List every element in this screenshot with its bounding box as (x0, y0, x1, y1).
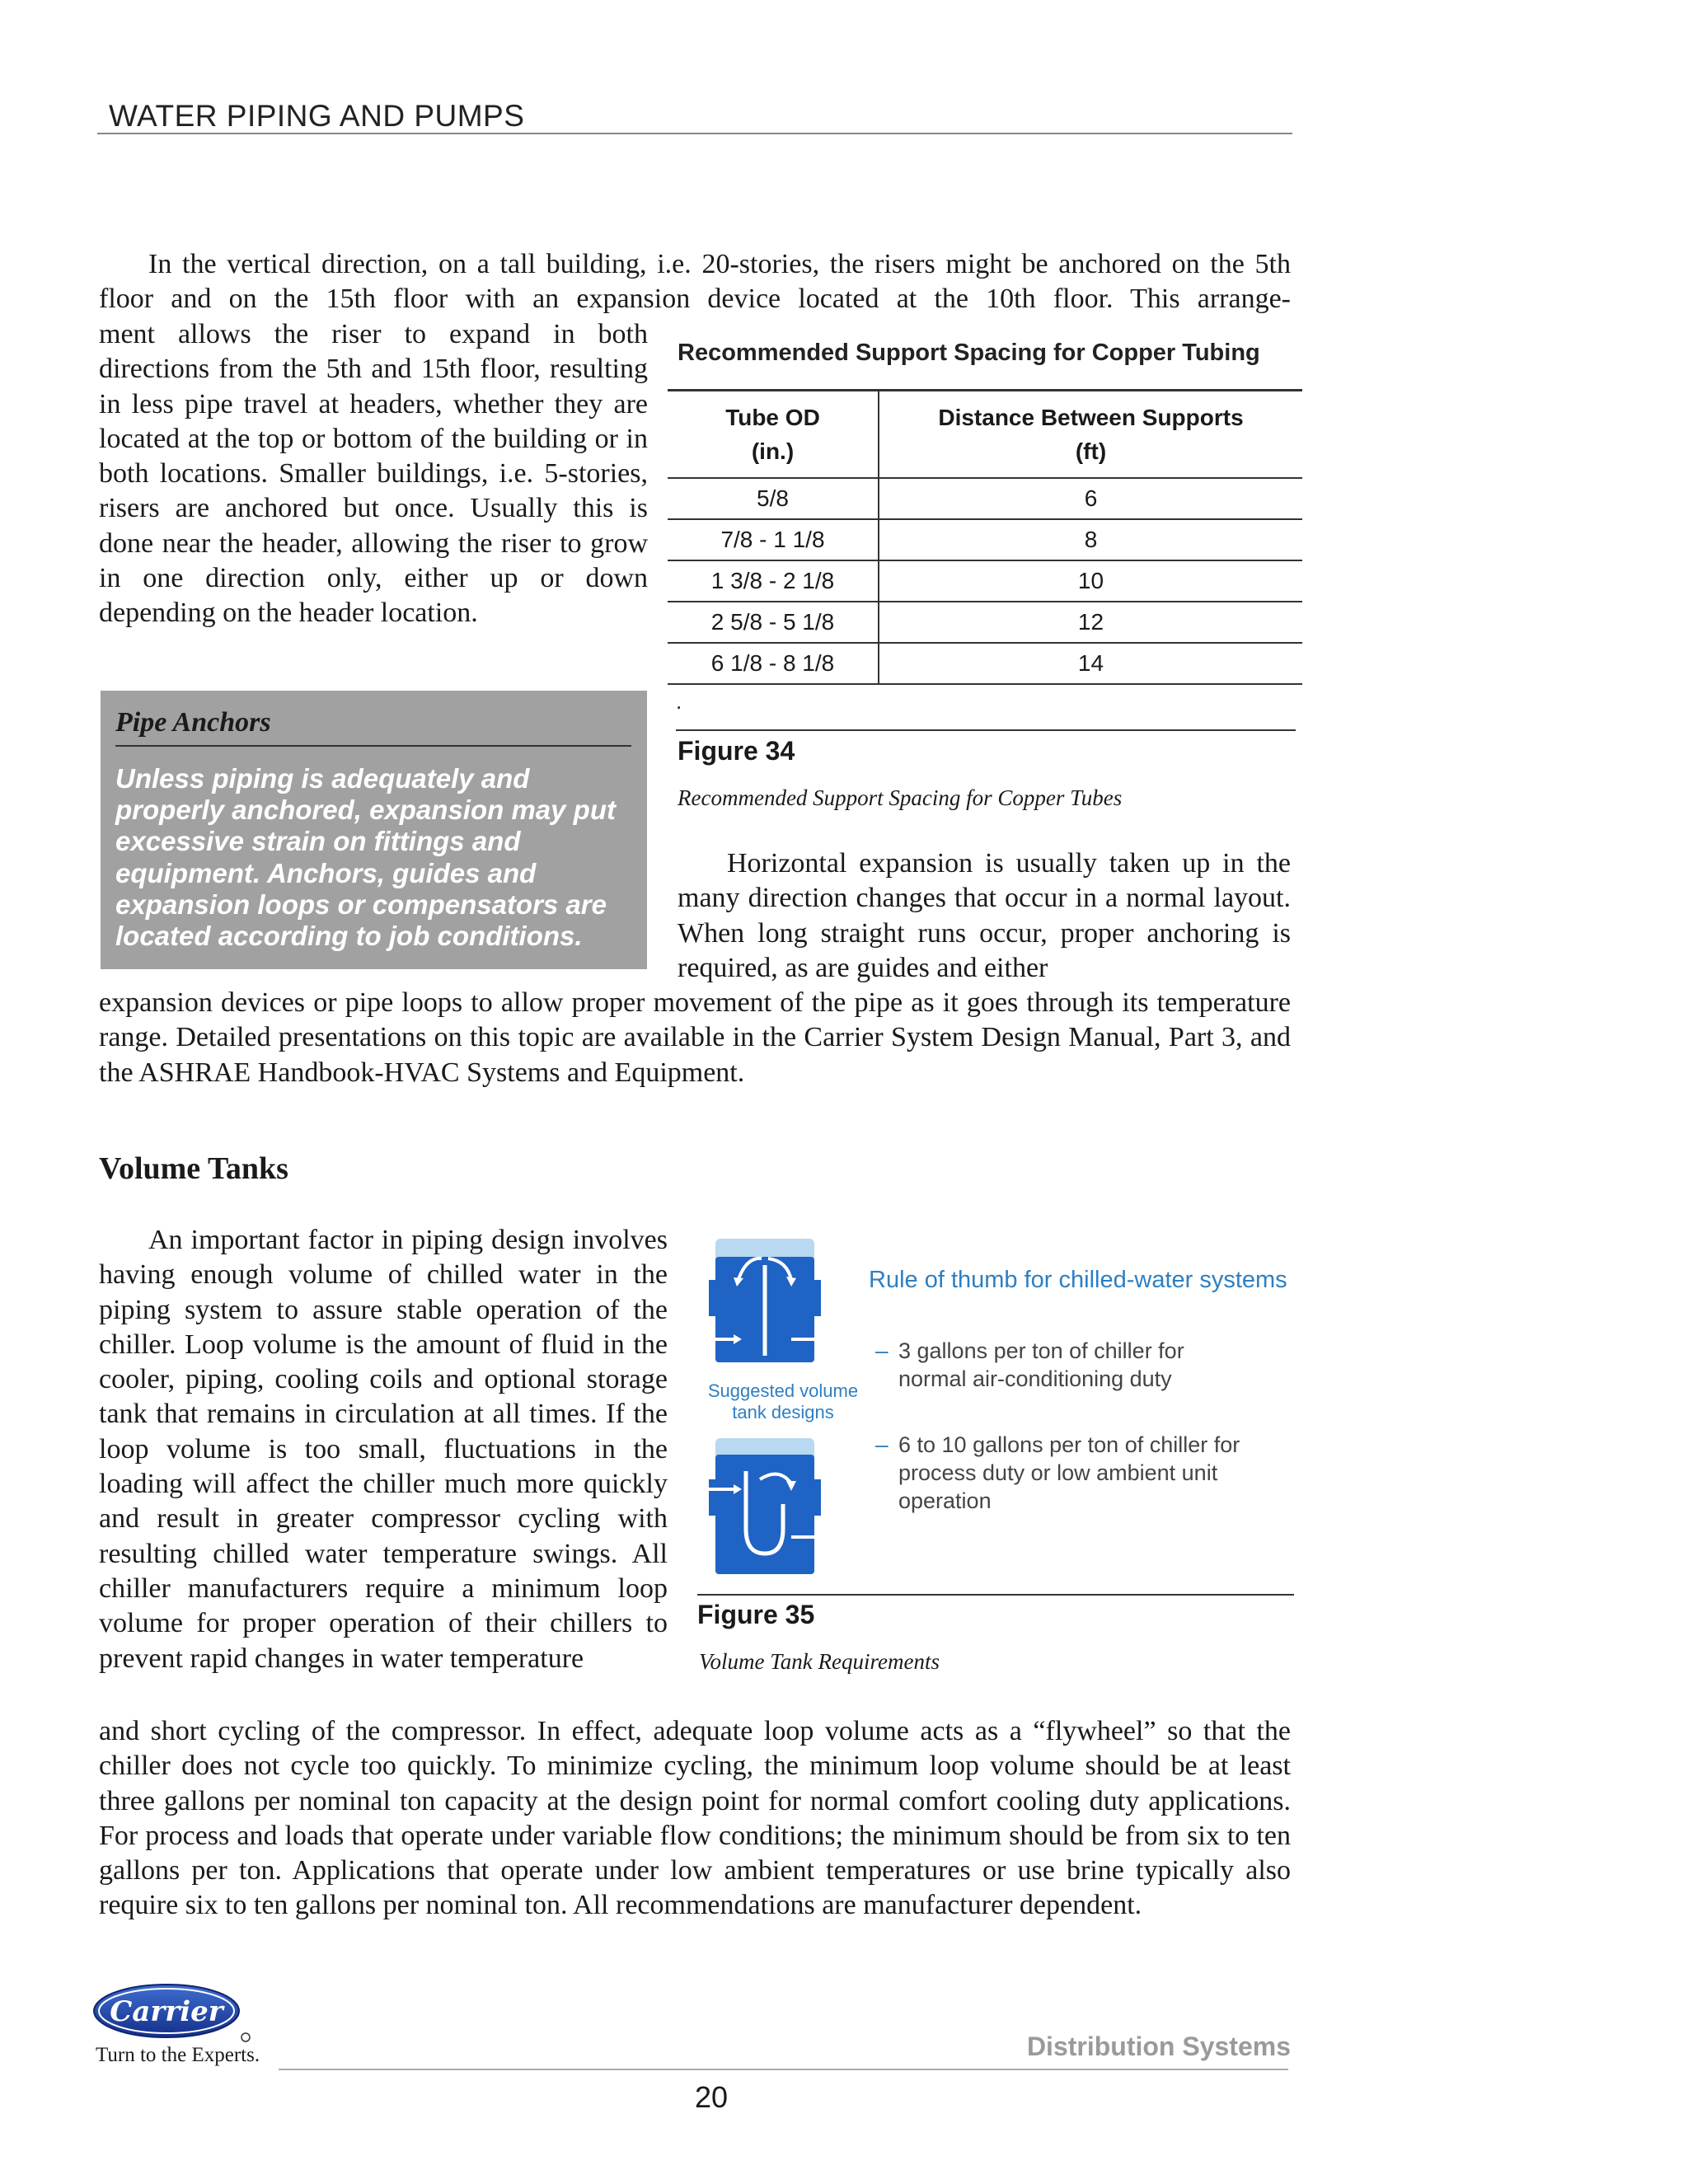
footer-section-title: Distribution Systems (1026, 2032, 1291, 2061)
table-cell: 2 5/8 - 5 1/8 (668, 602, 879, 643)
figure34-description: Recommended Support Spacing for Copper Tubes (678, 785, 1123, 810)
callout-title: Pipe Anchors (115, 707, 271, 738)
figure35-description: Volume Tank Requirements (699, 1649, 940, 1674)
intro-paragraph-top: In the vertical direction, on a tall building, i.e. 20-stories, the risers might be anchored on the 5th floor and on the 15th floor with an expansion device located at the 10th floor. This arrange- (99, 249, 1291, 315)
table-trailing-mark: . (676, 689, 682, 714)
table-cell: 10 (879, 560, 1302, 602)
table-row (668, 519, 1302, 560)
column-header-distance: Distance Between Supports (ft) (879, 391, 1302, 479)
table-row (668, 602, 1302, 643)
tank-design-bottom-icon (702, 1438, 832, 1574)
bullet-dash: – (875, 1432, 889, 1457)
callout-rule (115, 745, 631, 747)
table-cell: 6 (879, 478, 1302, 519)
table-caption: Recommended Support Spacing for Copper Tubing (678, 340, 1260, 366)
figure35-rule (697, 1594, 1294, 1596)
table-cell: 6 1/8 - 8 1/8 (668, 643, 879, 684)
tank-design-top-icon (702, 1239, 832, 1362)
table-cell: 8 (879, 519, 1302, 560)
table-cell: 7/8 - 1 1/8 (668, 519, 879, 560)
table-cell: 14 (879, 643, 1302, 684)
horizontal-paragraph-column: Horizontal expansion is usually taken up in the many direction changes that occur in a normal layout. When long straight runs occur, proper anchoring is required, as are guides and either (678, 848, 1291, 983)
support-spacing-table (668, 389, 1302, 685)
page-number: 20 (695, 2080, 729, 2114)
volume-paragraph-column: An important factor in piping design involves having enough volume of chilled water in the piping system to assure stable operation of the chiller. Loop volume is the amount of fluid in the cooler, piping, cooling coils and optional storage tank that remains in circulation at all times. If the loop volume is too small, fluctuations in the loading will affect the chiller much more quickly and result in greater compressor cycling with resulting chilled water temperature swings. All chiller manufacturers require a minimum loop volume for proper operation of their chillers to prevent rapid changes in water temperature (99, 1225, 668, 1674)
column-header-tube-od: Tube OD (in.) (668, 391, 879, 479)
table-cell: 5/8 (668, 478, 879, 519)
diagram-bullet-3-gallons: 3 gallons per ton of chiller for normal air-conditioning duty (898, 1338, 1184, 1391)
section-heading-volume-tanks: Volume Tanks (99, 1151, 288, 1186)
page-header-title: WATER PIPING AND PUMPS (109, 99, 525, 133)
table-header-row (668, 391, 1302, 479)
figure34-label: Figure 34 (678, 736, 795, 766)
callout-text: Unless piping is adequately and properly anchored, expansion may put excessive strain on fittings and equipment. Anchors, guides and expansion loops or compensators are located according to job conditions. (115, 763, 616, 952)
footer-rule (279, 2069, 1288, 2070)
table-row (668, 478, 1302, 519)
table-row (668, 560, 1302, 602)
table-cell: 1 3/8 - 2 1/8 (668, 560, 879, 602)
figure34-rule (676, 729, 1296, 731)
footer-tagline: Turn to the Experts. (96, 2044, 260, 2066)
diagram-title: Rule of thumb for chilled-water systems (869, 1267, 1287, 1293)
diagram-bullet-6-to-10-gallons: 6 to 10 gallons per ton of chiller for process duty or low ambient unit operation (898, 1432, 1240, 1513)
carrier-logo (92, 1983, 262, 2050)
figure35-label: Figure 35 (697, 1600, 815, 1629)
table-cell: 12 (879, 602, 1302, 643)
volume-paragraph-full: and short cycling of the compressor. In effect, adequate loop volume acts as a “flywheel” so that the chiller does not cycle too quickly. To minimize cycling, the minimum loop volume should be at least three gallons per nominal ton capacity at the design point for normal comfort cooling duty applications. For process and loads that operate under variable flow conditions; the minimum should be from six to ten gallons per ton. Applications that operate under low ambient temperatures or use brine typically also require six to ten gallons per nominal ton. All recommendations are manufacturer dependent. (99, 1716, 1291, 1921)
pipe-anchors-callout (101, 691, 647, 969)
bullet-dash: – (875, 1338, 889, 1363)
table-row (668, 643, 1302, 684)
horizontal-paragraph-full: expansion devices or pipe loops to allow proper movement of the pipe as it goes through its temperature range. Detailed presentations on this topic are available in the Carrier System Design Manual, Part 3, and the ASHRAE Handbook-HVAC Systems and Equipment. (99, 987, 1291, 1088)
header-rule (97, 133, 1292, 134)
logo-text: Carrier (110, 1995, 223, 2028)
intro-paragraph-column: ment allows the riser to expand in both directions from the 5th and 15th floor, resulting in less pipe travel at headers, whether they are located at the top or bottom of the building or in both locations. Smaller buildings, i.e. 5-stories, risers are anchored but once. Usually this is done near the header, allowing the riser to grow in one direction only, either up or down depending on the header location. (99, 319, 648, 629)
carrier-logo-icon (92, 1983, 262, 2046)
diagram-tank-label: Suggested volume tank designs (707, 1380, 859, 1422)
